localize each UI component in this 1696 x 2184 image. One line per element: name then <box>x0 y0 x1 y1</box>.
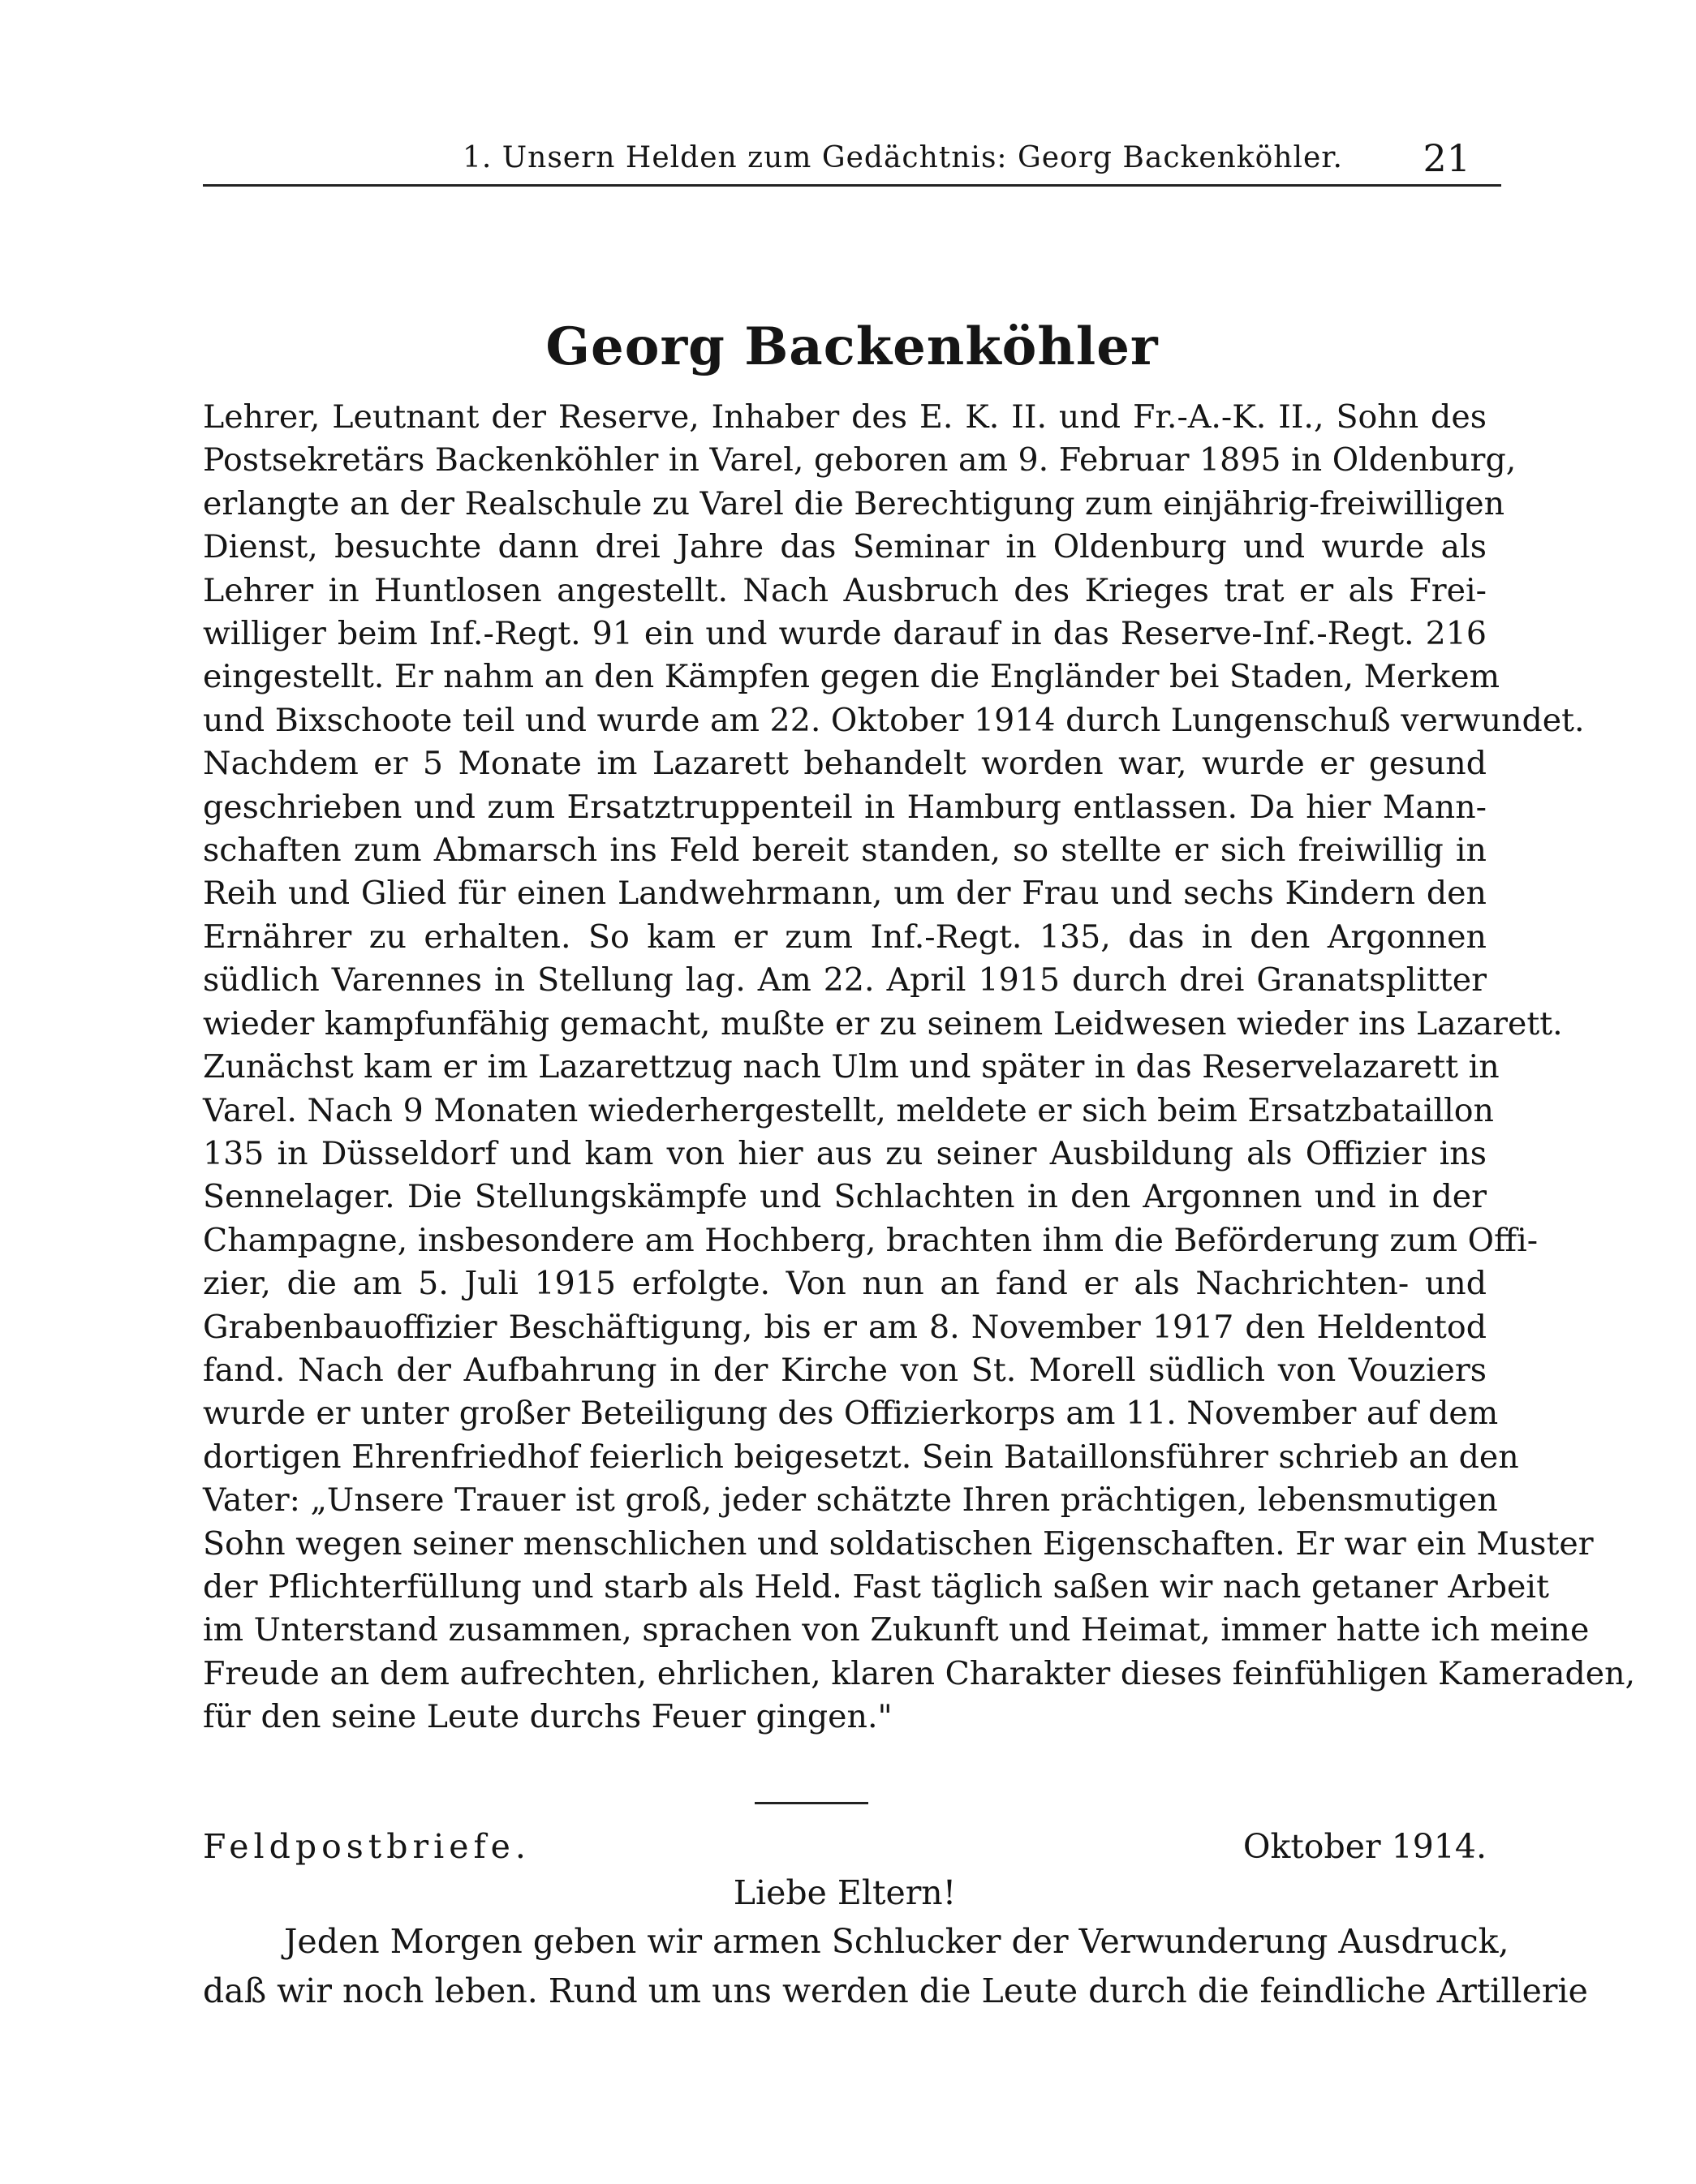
body-line: Vater: „Unsere Trauer ist groß, jeder schätzte Ihren prächtigen, lebensmutigen <box>203 1481 1498 1520</box>
body-line: Freude an dem aufrechten, ehrlichen, klaren Charakter dieses feinfühligen Kameraden, <box>203 1654 1636 1692</box>
body-line: wurde er unter großer Beteiligung des Offizierkorps am 11. November auf dem <box>203 1395 1499 1433</box>
body-line: 135 in Düsseldorf und kam von hier aus zu seiner Ausbildung als Offizier ins <box>203 1134 1487 1172</box>
body-line: Postsekretärs Backenköhler in Varel, geboren am 9. Februar 1895 in Oldenburg, <box>203 441 1517 479</box>
body-line: Champagne, insbesondere am Hochberg, brachten ihm die Beförderung zum Offi- <box>203 1221 1539 1259</box>
body-line: Dienst, besuchte dann drei Jahre das Seminar in Oldenburg und wurde als <box>203 528 1487 566</box>
letter-line: Jeden Morgen geben wir armen Schlucker der Verwunderung Ausdruck, <box>284 1922 1509 1961</box>
section-divider <box>755 1802 868 1804</box>
section-label: Feldpostbriefe. <box>203 1827 531 1866</box>
body-line: Reih und Glied für einen Landwehrmann, um der Frau und sechs Kindern den <box>203 875 1487 913</box>
body-line: Zunächst kam er im Lazarettzug nach Ulm und später in das Reservelazarett in <box>203 1048 1500 1086</box>
body-line: Grabenbauoffizier Beschäftigung, bis er am 8. November 1917 den Heldentod <box>203 1308 1487 1346</box>
body-line: Sohn wegen seiner menschlichen und soldatischen Eigenschaften. Er war ein Muster <box>203 1524 1594 1563</box>
letter-date: Oktober 1914. <box>1242 1827 1487 1866</box>
body-line: fand. Nach der Aufbahrung in der Kirche von St. Morell südlich von Vouziers <box>203 1351 1487 1389</box>
article-body <box>203 396 1636 1739</box>
body-line: dortigen Ehrenfriedhof feierlich beigesetzt. Sein Bataillonsführer schrieb an den <box>203 1438 1519 1476</box>
body-line: der Pflichterfüllung und starb als Held. Fast täglich saßen wir nach getaner Arbeit <box>203 1567 1549 1606</box>
body-line: Ernährer zu erhalten. So kam er zum Inf.-Regt. 135, das in den Argonnen <box>203 918 1487 956</box>
body-line: südlich Varennes in Stellung lag. Am 22. April 1915 durch drei Granatsplitter <box>203 961 1487 1000</box>
running-title: 1. Unsern Helden zum Gedächtnis: Georg Backenköhler. <box>463 141 1343 174</box>
body-line: Varel. Nach 9 Monaten wiederhergestellt, meldete er sich beim Ersatzbataillon <box>203 1091 1494 1129</box>
letter-line: daß wir noch leben. Rund um uns werden die Leute durch die feindliche Artillerie <box>203 1971 1588 2010</box>
body-line: Nachdem er 5 Monate im Lazarett behandelt worden war, wurde er gesund <box>203 745 1487 783</box>
body-line: schaften zum Abmarsch ins Feld bereit standen, so stellte er sich freiwillig in <box>203 832 1487 870</box>
body-line: für den seine Leute durchs Feuer gingen." <box>203 1698 893 1736</box>
letters-header <box>203 1827 1487 1876</box>
salutation: Liebe Eltern! <box>733 1873 957 1912</box>
letter-body <box>203 1917 1588 2016</box>
body-line: wieder kampfunfähig gemacht, mußte er zu seinem Leidwesen wieder ins Lazarett. <box>203 1004 1563 1043</box>
body-line: geschrieben und zum Ersatztruppenteil in Hamburg entlassen. Da hier Mann- <box>203 788 1487 826</box>
running-header <box>203 136 1501 185</box>
body-line: zier, die am 5. Juli 1915 erfolgte. Von nun an fand er als Nachrichten- und <box>203 1265 1487 1303</box>
body-line: williger beim Inf.-Regt. 91 ein und wurde darauf in das Reserve-Inf.-Regt. 216 <box>203 615 1487 653</box>
body-line: und Bixschoote teil und wurde am 22. Oktober 1914 durch Lungenschuß verwundet. <box>203 701 1585 739</box>
header-rule <box>203 184 1501 187</box>
body-line: eingestellt. Er nahm an den Kämpfen gegen die Engländer bei Staden, Merkem <box>203 658 1500 696</box>
body-line: Lehrer, Leutnant der Reserve, Inhaber des E. K. II. und Fr.-A.-K. II., Sohn des <box>203 398 1487 436</box>
article-title: Georg Backenköhler <box>545 316 1159 377</box>
body-line: Sennelager. Die Stellungskämpfe und Schlachten in den Argonnen und in der <box>203 1178 1487 1216</box>
body-line: Lehrer in Huntlosen angestellt. Nach Ausbruch des Krieges trat er als Frei- <box>203 571 1487 609</box>
body-line: im Unterstand zusammen, sprachen von Zukunft und Heimat, immer hatte ich meine <box>203 1611 1590 1649</box>
body-line: erlangte an der Realschule zu Varel die Berechtigung zum einjährig-freiwilligen <box>203 484 1505 522</box>
page-number: 21 <box>1423 136 1470 180</box>
